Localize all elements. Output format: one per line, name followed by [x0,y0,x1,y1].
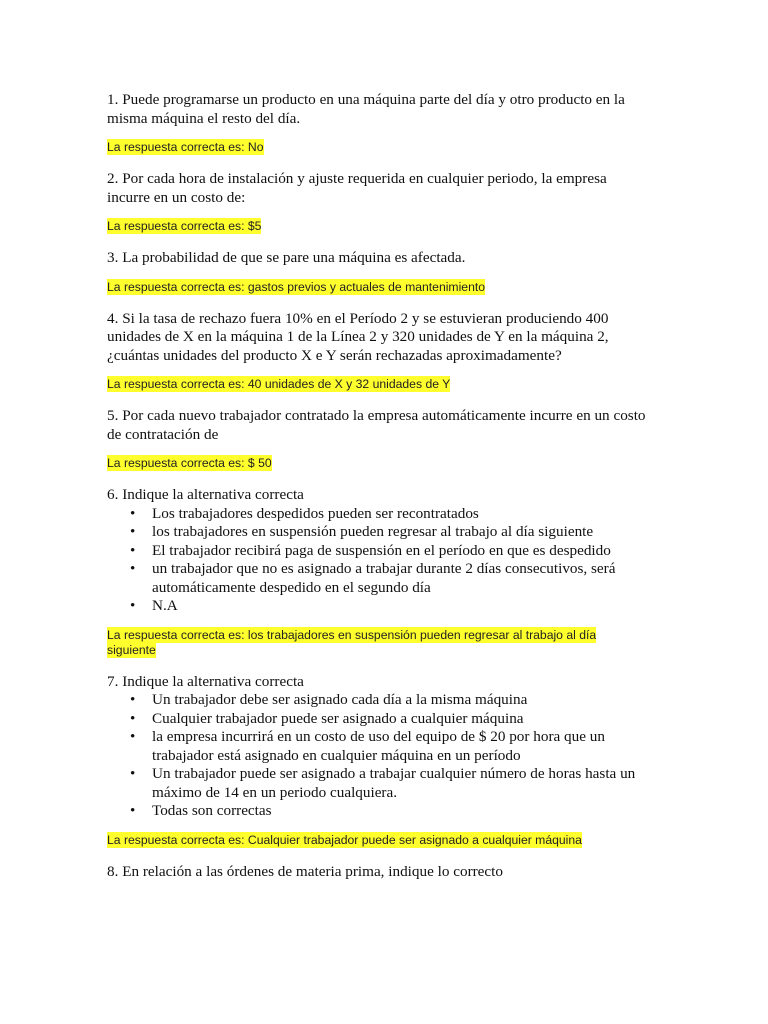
list-item: • un trabajador que no es asignado a trabajar durante 2 días consecutivos, será automáticamente despedido en el segundo día [107,560,647,597]
list-item: • Cualquier trabajador puede ser asignado a cualquier máquina [107,710,647,729]
list-item: • N.A [107,597,647,616]
list-item: • El trabajador recibirá paga de suspensión en el período en que es despedido [107,542,647,561]
list-item: • la empresa incurrirá en un costo de uso del equipo de $ 20 por hora que un trabajador está asignado en cualquier máquina en un período [107,728,647,765]
question-7: 7. Indique la alternativa correcta [107,672,304,690]
list-item: • Los trabajadores despedidos pueden ser recontratados [107,505,647,524]
answer-2 [107,219,647,234]
answer-2-highlight: La respuesta correcta es: $5 [107,219,262,233]
answer-5 [107,456,647,471]
answer-6-highlight: La respuesta correcta es: los trabajadores en suspensión pueden regresar al trabajo al día siguiente [107,627,597,657]
answer-7 [107,833,647,848]
list-item: • Un trabajador debe ser asignado cada día a la misma máquina [107,691,647,710]
answer-3-highlight: La respuesta correcta es: gastos previos y actuales de mantenimiento [107,279,486,294]
document-page [107,91,647,881]
answer-1-highlight: La respuesta correcta es: No [107,140,264,154]
answer-3 [107,280,647,295]
answer-4-highlight: La respuesta correcta es: 40 unidades de X y 32 unidades de Y [107,377,451,391]
question-1: 1. Puede programarse un producto en una máquina parte del día y otro producto en la misma máquina el resto del día. [107,91,625,127]
question-4: 4. Si la tasa de rechazo fuera 10% en el Período 2 y se estuvieran produciendo 400 unidades de X en la máquina 1 de la Línea 2 y 320 unidades de Y en la máquina 2, ¿cuántas unidades del producto X e Y serán rechazadas aproximadamente? [107,309,609,364]
question-6-options [107,505,647,616]
answer-6 [107,628,647,658]
question-5: 5. Por cada nuevo trabajador contratado la empresa automáticamente incurre en un costo de contratación de [107,407,646,443]
answer-5-highlight: La respuesta correcta es: $ 50 [107,456,272,470]
answer-1 [107,140,647,155]
list-item: • Un trabajador puede ser asignado a trabajar cualquier número de horas hasta un máximo de 14 en un periodo cualquiera. [107,765,647,802]
question-7-options [107,691,647,821]
list-item: • los trabajadores en suspensión pueden regresar al trabajo al día siguiente [107,523,647,542]
question-6: 6. Indique la alternativa correcta [107,486,304,503]
question-8: 8. En relación a las órdenes de materia prima, indique lo correcto [107,862,503,880]
list-item: • Todas son correctas [107,802,647,821]
answer-4 [107,377,647,392]
question-3: 3. La probabilidad de que se pare una máquina es afectada. [107,249,466,266]
answer-7-highlight: La respuesta correcta es: Cualquier trabajador puede ser asignado a cualquier máquina [107,832,582,847]
question-2: 2. Por cada hora de instalación y ajuste requerida en cualquier periodo, la empresa incurre en un costo de: [107,170,607,206]
